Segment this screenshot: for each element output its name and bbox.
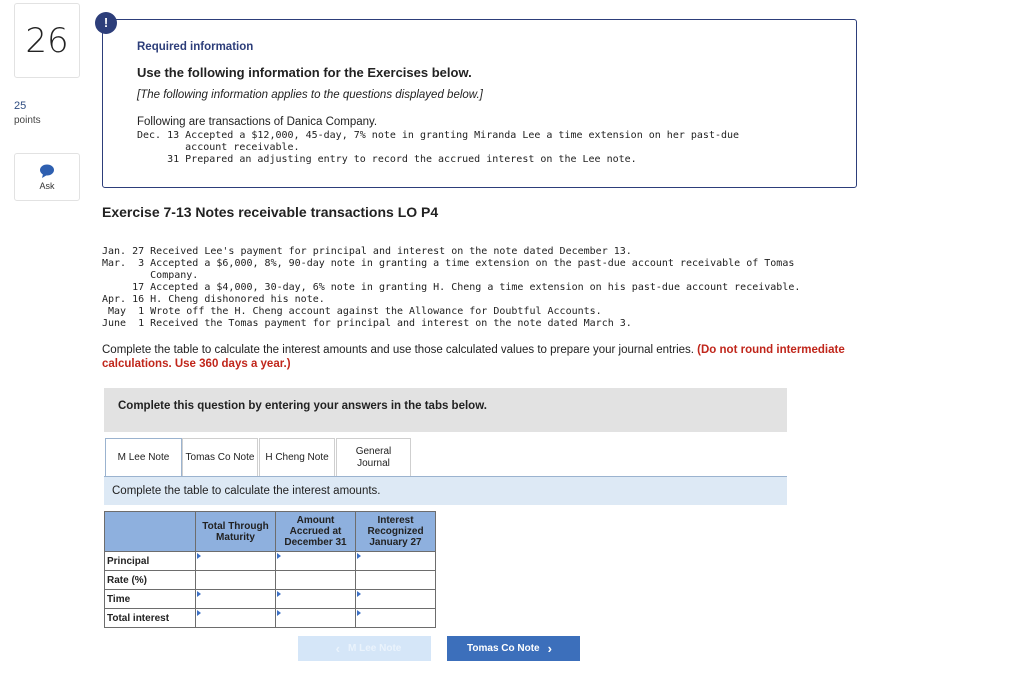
table-row bbox=[105, 609, 436, 628]
prev-tab-button[interactable] bbox=[298, 636, 431, 661]
input-cell[interactable] bbox=[276, 571, 356, 590]
banner-text: Complete this question by entering your answers in the tabs below. bbox=[118, 400, 487, 412]
row-label-total-interest: Total interest bbox=[105, 609, 196, 628]
input-marker-icon bbox=[197, 553, 201, 559]
input-cell[interactable] bbox=[196, 571, 276, 590]
points-label: points bbox=[14, 115, 41, 126]
ask-label: Ask bbox=[39, 181, 55, 191]
dec-transactions: Dec. 13 Accepted a $12,000, 45-day, 7% note in granting Miranda Lee a time extension on her past-due account receivable. 31 Prepared an adjusting entry to record the accrued interest on the Lee note. bbox=[137, 130, 740, 165]
use-info-heading: Use the following information for the Exercises below. bbox=[137, 65, 472, 80]
table-row bbox=[105, 552, 436, 571]
principal-total-input[interactable] bbox=[196, 552, 275, 570]
time-recognized-input[interactable] bbox=[356, 590, 435, 608]
input-cell[interactable] bbox=[196, 609, 276, 628]
interest-recognized-input[interactable] bbox=[356, 609, 435, 627]
col-header-total-through-maturity: Total Through Maturity bbox=[196, 512, 276, 552]
company-intro: Following are transactions of Danica Company. bbox=[137, 116, 378, 128]
prev-tab-label: M Lee Note bbox=[348, 643, 402, 654]
rate-recognized-input[interactable] bbox=[356, 571, 435, 589]
input-cell[interactable] bbox=[356, 552, 436, 571]
input-marker-icon bbox=[277, 610, 281, 616]
table-row bbox=[105, 571, 436, 590]
table-row bbox=[105, 590, 436, 609]
interest-total-input[interactable] bbox=[196, 609, 275, 627]
input-cell[interactable] bbox=[196, 590, 276, 609]
input-cell[interactable] bbox=[276, 590, 356, 609]
input-cell[interactable] bbox=[276, 552, 356, 571]
instructions bbox=[102, 343, 862, 371]
table-header-row bbox=[105, 512, 436, 552]
exercise-transactions: Jan. 27 Received Lee's payment for principal and interest on the note dated December 13. Mar. 3 Accepted a $6,000, 8%, 90-day note in granting a time extension on the past-due account receivable of Tomas Company. 17 Accepted a $4,000, 30-day, 6% note in granting H. Cheng a time extension on his past-due account receivable. Apr. 16 H. Cheng dishonored his note. May 1 Wrote off the H. Cheng account against the Allowance for Doubtful Accounts. June 1 Received the Tomas payment for principal and interest on the note dated March 3. bbox=[102, 246, 801, 329]
input-cell[interactable] bbox=[356, 590, 436, 609]
chat-bubble-icon bbox=[39, 164, 55, 178]
time-total-input[interactable] bbox=[196, 590, 275, 608]
tab-general-journal[interactable]: General Journal bbox=[336, 438, 411, 476]
input-cell[interactable] bbox=[356, 571, 436, 590]
input-marker-icon bbox=[357, 591, 361, 597]
input-cell[interactable] bbox=[356, 609, 436, 628]
col-header-amount-accrued: Amount Accrued at December 31 bbox=[276, 512, 356, 552]
required-info-box bbox=[102, 19, 857, 188]
exercise-title: Exercise 7-13 Notes receivable transactions LO P4 bbox=[102, 204, 439, 220]
input-marker-icon bbox=[357, 610, 361, 616]
time-accrued-input[interactable] bbox=[276, 590, 355, 608]
input-marker-icon bbox=[277, 553, 281, 559]
input-marker-icon bbox=[277, 591, 281, 597]
input-cell[interactable] bbox=[276, 609, 356, 628]
row-label-principal: Principal bbox=[105, 552, 196, 571]
next-tab-label: Tomas Co Note bbox=[467, 643, 540, 654]
row-label-time: Time bbox=[105, 590, 196, 609]
row-label-rate: Rate (%) bbox=[105, 571, 196, 590]
input-marker-icon bbox=[357, 553, 361, 559]
points-value: 25 bbox=[14, 100, 27, 112]
question-banner bbox=[104, 388, 787, 432]
ask-button[interactable] bbox=[14, 153, 80, 201]
instruction-red-text: (Do not round intermediate calculations. Use 360 days a year.) bbox=[102, 344, 845, 370]
principal-accrued-input[interactable] bbox=[276, 552, 355, 570]
alert-icon: ! bbox=[95, 12, 117, 34]
interest-table bbox=[104, 511, 436, 628]
chevron-left-icon: ‹ bbox=[335, 641, 340, 656]
col-header-interest-recognized: Interest Recognized January 27 bbox=[356, 512, 436, 552]
rate-total-input[interactable] bbox=[196, 571, 275, 589]
tab-instruction-banner bbox=[104, 477, 787, 505]
tab-tomas-co-note[interactable]: Tomas Co Note bbox=[182, 438, 258, 476]
input-cell[interactable] bbox=[196, 552, 276, 571]
interest-accrued-input[interactable] bbox=[276, 609, 355, 627]
input-marker-icon bbox=[197, 610, 201, 616]
chevron-right-icon: › bbox=[547, 641, 552, 656]
rate-accrued-input[interactable] bbox=[276, 571, 355, 589]
next-tab-button[interactable] bbox=[447, 636, 580, 661]
tab-instruction-text: Complete the table to calculate the interest amounts. bbox=[112, 485, 381, 497]
instruction-text: Complete the table to calculate the interest amounts and use those calculated values to prepare your journal entries. bbox=[102, 344, 694, 356]
tab-h-cheng-note[interactable]: H Cheng Note bbox=[259, 438, 335, 476]
question-number: 26 bbox=[25, 20, 69, 61]
applies-note: [The following information applies to the questions displayed below.] bbox=[137, 89, 483, 101]
input-marker-icon bbox=[197, 591, 201, 597]
table-corner-header bbox=[105, 512, 196, 552]
tab-m-lee-note[interactable]: M Lee Note bbox=[105, 438, 182, 477]
question-number-box bbox=[14, 3, 80, 78]
principal-recognized-input[interactable] bbox=[356, 552, 435, 570]
required-info-title: Required information bbox=[137, 41, 254, 53]
